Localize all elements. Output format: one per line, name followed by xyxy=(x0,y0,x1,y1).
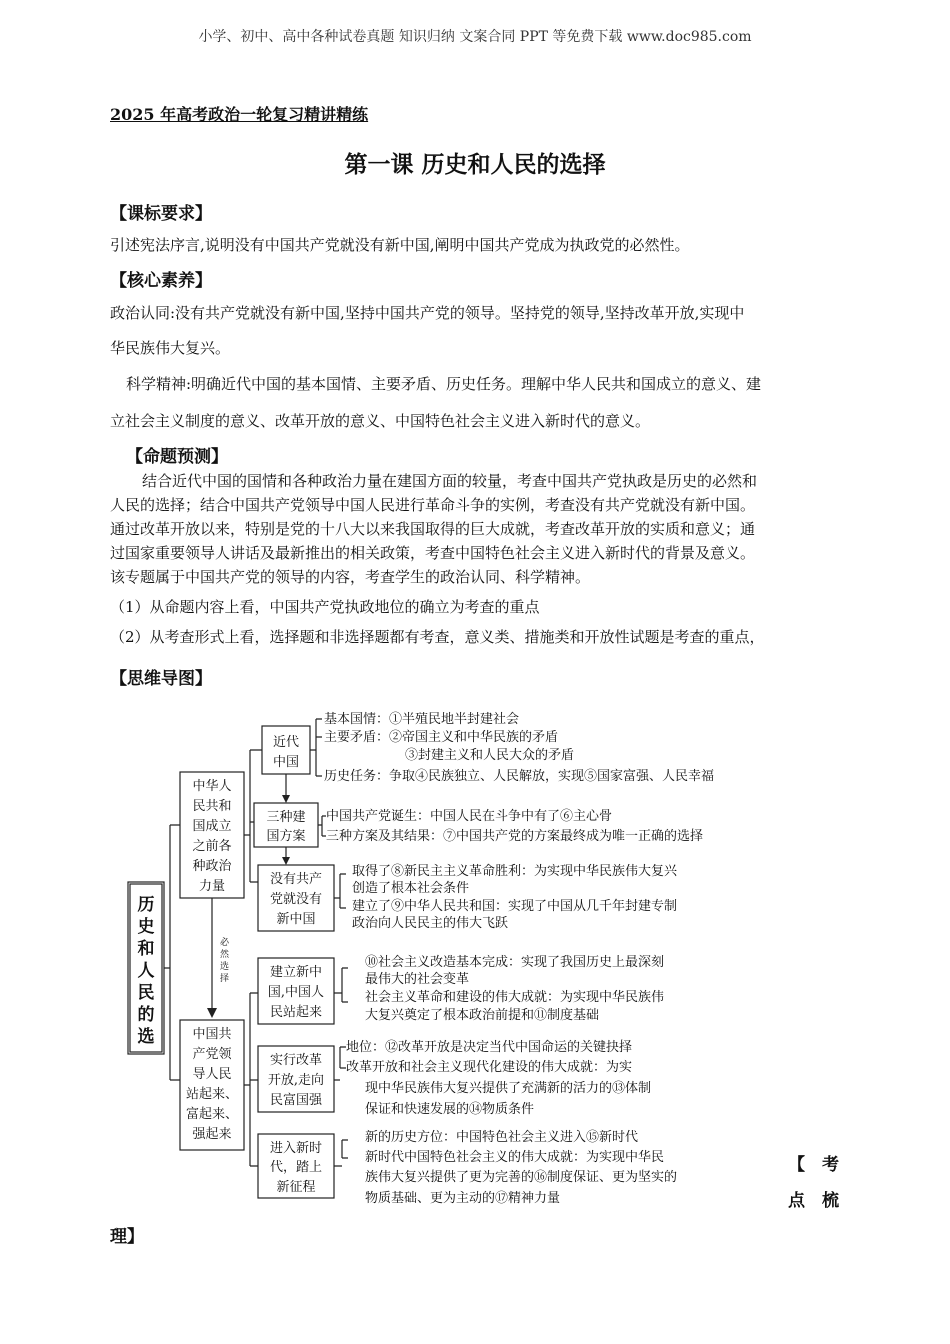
b2-sub3-label: 代，踏上 xyxy=(269,1160,323,1175)
b1-sub3-item: 政治向人民民主的伟大飞跃 xyxy=(352,916,509,931)
b1-sub2-label: 国方案 xyxy=(266,829,306,844)
arrow-label-char: 选 xyxy=(220,962,230,972)
b2-sub1-item: 社会主义革命和建设的伟大成就：为实现中华民族伟 xyxy=(365,990,665,1005)
prediction-line: 过国家重要领导人讲话及最新推出的相关政策，考查中国特色社会主义进入新时代的背景及意义。 xyxy=(110,544,756,562)
b1-sub1-connector xyxy=(310,719,322,776)
b2-sub2-item: 保证和快速发展的⑭物质条件 xyxy=(365,1102,535,1117)
b1-sub2-item: 中国共产党诞生：中国人民在斗争中有了⑥主心骨 xyxy=(326,809,613,824)
mindmap-heading: 【思维导图】 xyxy=(110,669,212,689)
prediction-heading: 【命题预测】 xyxy=(126,447,228,467)
b1-sub1-item: 历史任务：争取④民族独立、人民解放，实现⑤国家富强、人民幸福 xyxy=(324,769,715,784)
prediction-point-2: （2）从考查形式上看，选择题和非选择题都有考查，意义类、措施类和开放性试题是考查的重点， xyxy=(110,628,765,646)
branch2-label: 强起来 xyxy=(192,1127,232,1142)
b1-sub2-label: 三种建 xyxy=(266,810,306,825)
b2-sub1-label: 国,中国人 xyxy=(267,985,325,1000)
branch2-label: 导人民 xyxy=(192,1067,232,1082)
root-char: 人 xyxy=(137,961,155,981)
literacy-line-4: 立社会主义制度的意义、改革开放的意义、中国特色社会主义进入新时代的意义。 xyxy=(110,412,651,430)
branch2-label: 产党领 xyxy=(192,1047,232,1062)
literacy-line-2: 华民族伟大复兴。 xyxy=(110,339,231,357)
standard-heading: 【课标要求】 xyxy=(110,204,212,224)
branch1-label: 国成立 xyxy=(192,819,232,834)
root-char: 历 xyxy=(137,895,155,915)
arrow-label-char: 择 xyxy=(220,974,230,984)
kaodian-heading-part1: 【 考 xyxy=(788,1155,839,1175)
b2-sub1-item: 大复兴奠定了根本政治前提和⑪制度基础 xyxy=(365,1008,600,1023)
root-char: 选 xyxy=(137,1027,155,1047)
branch1-label: 民共和 xyxy=(192,799,232,814)
b2-sub1-label: 民站起来 xyxy=(269,1005,323,1020)
b1-sub3-item: 创造了根本社会条件 xyxy=(352,881,470,896)
branch1-label: 种政治 xyxy=(192,859,232,874)
b2-sub3-connector xyxy=(334,1140,348,1166)
root-char: 的 xyxy=(137,1005,155,1025)
b2-sub2-item: 改革开放和社会主义现代化建设的伟大成就：为实 xyxy=(346,1060,633,1075)
kaodian-heading-part2: 点 梳 xyxy=(788,1191,839,1211)
b2-sub2-connector xyxy=(334,1047,346,1080)
branch2-label: 中国共 xyxy=(192,1027,232,1042)
b2-sub3-item: 新时代中国特色社会主义的伟大成就：为实现中华民 xyxy=(365,1150,665,1165)
branch1-label: 中华人 xyxy=(192,779,232,794)
b1-arrow-head xyxy=(282,795,290,803)
necessity-arrow-head xyxy=(207,1008,217,1018)
b2-sub3-item: 族伟大复兴提供了更为完善的⑯制度保证、更为坚实的 xyxy=(365,1170,678,1185)
lesson-title: 第一课 历史和人民的选择 xyxy=(344,151,606,178)
b1-sub1-item: 主要矛盾：②帝国主义和中华民族的矛盾 xyxy=(324,730,559,745)
b1-sub2-item: 三种方案及其结果：⑦中国共产党的方案最终成为唯一正确的选择 xyxy=(326,829,704,844)
b2-sub3-item: 物质基础、更为主动的⑰精神力量 xyxy=(365,1191,561,1206)
root-label xyxy=(138,895,155,1047)
root-char: 史 xyxy=(137,917,155,937)
b2-sub1-item: 最伟大的社会变革 xyxy=(365,972,470,987)
b1-sub1-label: 中国 xyxy=(272,755,300,770)
b2-sub1-label: 建立新中 xyxy=(269,965,323,980)
b1-arrow-head xyxy=(282,857,290,865)
kaodian-heading-part3: 理】 xyxy=(110,1227,144,1247)
literacy-line-3: 科学精神:明确近代中国的基本国情、主要矛盾、历史任务。理解中华人民共和国成立的意义、建 xyxy=(126,375,762,393)
prediction-point-1: （1）从命题内容上看，中国共产党执政地位的确立为考查的重点 xyxy=(110,598,540,616)
b2-sub2-label: 开放,走向 xyxy=(267,1073,325,1088)
branch2-label: 站起来、 xyxy=(185,1087,239,1102)
literacy-line-1: 政治认同:没有共产党就没有新中国,坚持中国共产党的领导。坚持党的领导,坚持改革开放,实现中 xyxy=(110,304,745,322)
b1-sub3-label: 党就没有 xyxy=(269,892,323,907)
b1-sub1-item: ③封建主义和人民大众的矛盾 xyxy=(405,748,575,763)
b1-sub1-label: 近代 xyxy=(272,735,300,750)
b1-sub1-item: 基本国情：①半殖民地半封建社会 xyxy=(324,712,520,727)
arrow-label-char: 必 xyxy=(220,938,230,948)
prediction-line: 该专题属于中国共产党的领导的内容，考查学生的政治认同、科学精神。 xyxy=(110,568,591,586)
literacy-heading: 【核心素养】 xyxy=(110,271,212,291)
root-connector xyxy=(164,825,180,1080)
branch1-label: 力量 xyxy=(198,879,226,894)
b2-sub2-label: 实行改革 xyxy=(269,1053,323,1068)
b1-sub3-item: 取得了⑧新民主主义革命胜利：为实现中华民族伟大复兴 xyxy=(352,864,678,879)
standard-text: 引述宪法序言,说明没有中国共产党就没有新中国,阐明中国共产党成为执政党的必然性。 xyxy=(110,236,690,254)
top-banner: 小学、初中、高中各种试卷真题 知识归纳 文案合同 PPT 等免费下载 www.doc985.com xyxy=(198,29,752,45)
root-char: 和 xyxy=(137,939,155,959)
b2-sub2-item: 地位：⑫改革开放是决定当代中国命运的关键抉择 xyxy=(346,1040,633,1055)
b1-sub3-connector xyxy=(334,874,346,908)
b2-sub1-connector xyxy=(334,968,348,1002)
b2-sub2-label: 民富国强 xyxy=(269,1093,323,1108)
prediction-line: 通过改革开放以来，特别是党的十八大以来我国取得的巨大成就，考查改革开放的实质和意义；通 xyxy=(110,520,756,538)
b1-sub2-connector xyxy=(318,816,326,836)
b2-sub1-item: ⑩社会主义改造基本完成：实现了我国历史上最深刻 xyxy=(365,955,665,970)
b1-sub3-label: 没有共产 xyxy=(269,872,323,887)
b2-sub3-label: 新征程 xyxy=(276,1180,316,1195)
root-char: 民 xyxy=(137,983,155,1003)
b1-sub3-label: 新中国 xyxy=(276,912,316,927)
prediction-line: 人民的选择；结合中国共产党领导中国人民进行革命斗争的实例，考查没有共产党就没有新中国。 xyxy=(110,496,756,514)
b1-sub3-item: 建立了⑨中华人民共和国：实现了中国从几千年封建专制 xyxy=(352,899,678,914)
b2-sub3-label: 进入新时 xyxy=(269,1141,323,1156)
course-title: 2025 年高考政治一轮复习精讲精练 xyxy=(110,105,369,124)
branch1-label: 之前各 xyxy=(192,839,232,854)
arrow-label-char: 然 xyxy=(220,950,230,960)
prediction-line: 结合近代中国的国情和各种政治力量在建国方面的较量，考查中国共产党执政是历史的必然和 xyxy=(142,472,758,490)
branch2-label: 富起来、 xyxy=(185,1107,239,1122)
b2-sub2-item: 现中华民族伟大复兴提供了充满新的活力的⑬体制 xyxy=(365,1081,652,1096)
branch2-connector xyxy=(244,993,258,1166)
b2-sub3-item: 新的历史方位：中国特色社会主义进入⑮新时代 xyxy=(365,1130,639,1145)
